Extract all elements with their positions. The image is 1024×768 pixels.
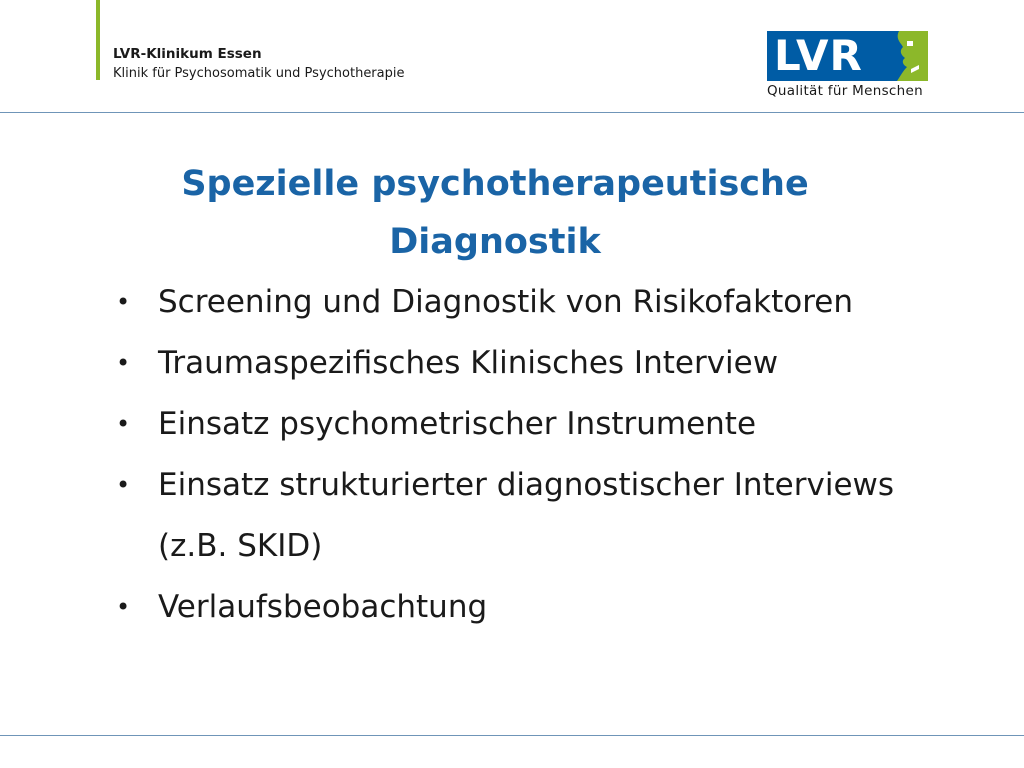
- slide-title: [100, 155, 890, 271]
- bullet-text: Einsatz strukturierter diagnostischer Interviews: [158, 467, 895, 503]
- header-accent-bar: [96, 0, 100, 80]
- slide-title-line2: Diagnostik: [389, 222, 601, 262]
- slide-title-line1: Spezielle psychotherapeutische: [181, 164, 809, 204]
- logo-tagline: Qualität für Menschen: [767, 83, 923, 99]
- logo-face-icon: [879, 31, 928, 81]
- bullet-continuation: (z.B. SKID): [158, 528, 323, 564]
- bullet-text: Screening und Diagnostik von Risikofaktoren: [158, 284, 854, 320]
- list-item: [116, 577, 996, 638]
- logo-text: LVR: [774, 31, 863, 80]
- bullet-dot-icon: •: [116, 471, 131, 499]
- header-divider: [0, 112, 1024, 113]
- bullet-list: [116, 272, 996, 638]
- list-item: [116, 272, 996, 333]
- bullet-text: Traumaspezifisches Klinisches Interview: [158, 345, 779, 381]
- bullet-text: Verlaufsbeobachtung: [158, 589, 488, 625]
- list-item: [116, 455, 996, 577]
- lvr-logo: [767, 31, 932, 101]
- clinic-name: LVR-Klinikum Essen: [113, 46, 262, 62]
- logo-box: [767, 31, 888, 81]
- footer-divider: [0, 735, 1024, 736]
- bullet-dot-icon: •: [116, 288, 131, 316]
- bullet-dot-icon: •: [116, 593, 131, 621]
- list-item: [116, 333, 996, 394]
- bullet-dot-icon: •: [116, 410, 131, 438]
- bullet-text: Einsatz psychometrischer Instrumente: [158, 406, 757, 442]
- list-item: [116, 394, 996, 455]
- clinic-subtitle: Klinik für Psychosomatik und Psychotherapie: [113, 66, 405, 81]
- bullet-dot-icon: •: [116, 349, 131, 377]
